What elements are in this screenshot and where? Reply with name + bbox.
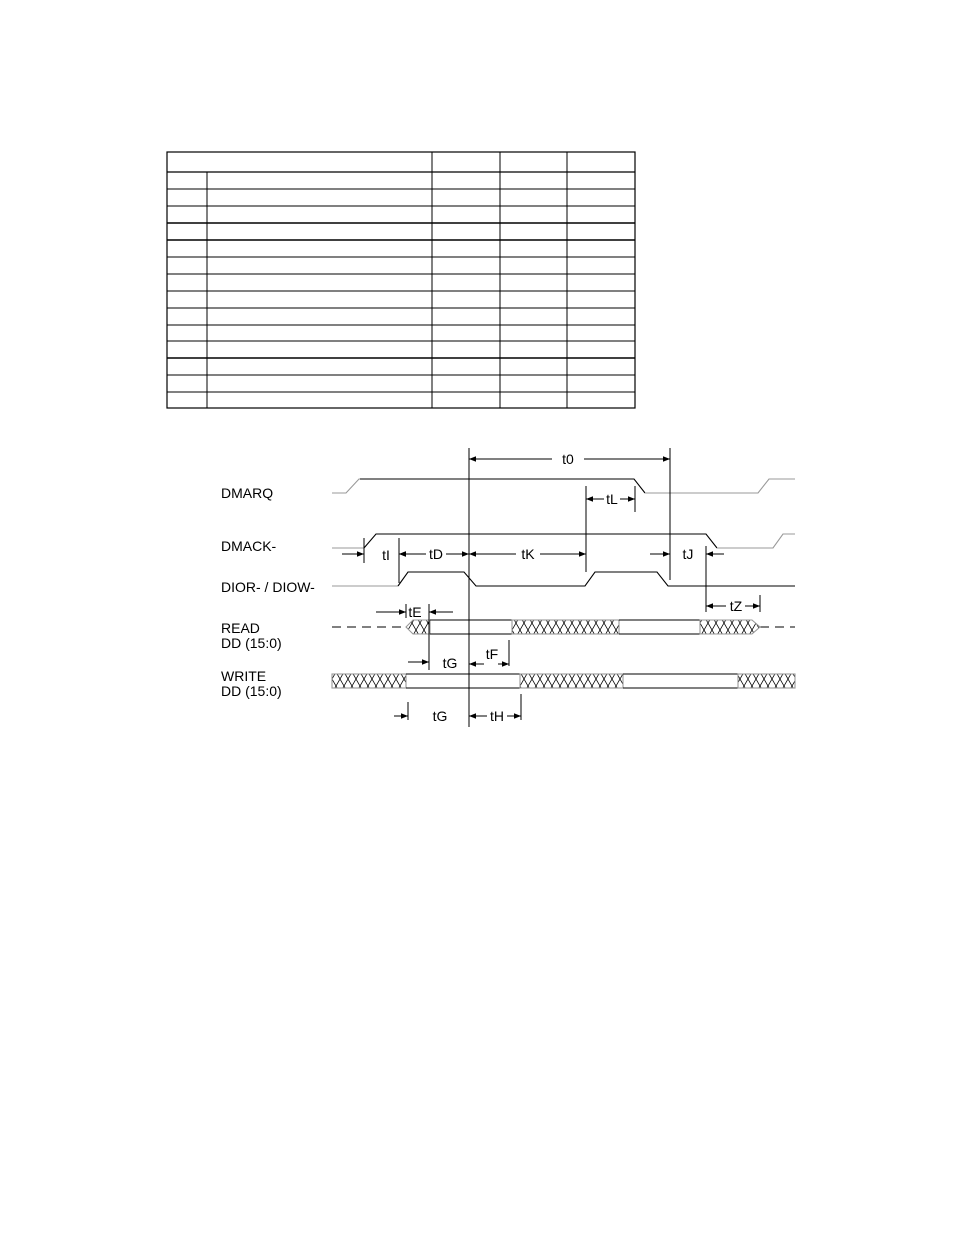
timing-label-ti: tI	[382, 547, 390, 563]
table-border	[167, 152, 635, 408]
signal-label-write: WRITE	[221, 668, 267, 684]
timing-label-th: tH	[490, 708, 504, 724]
read-bus-invalid-3	[700, 620, 760, 634]
timing-label-td: tD	[429, 546, 443, 562]
write-bus-invalid-1	[332, 674, 406, 688]
signal-labels	[221, 485, 315, 699]
signal-label-dior-diow: DIOR- / DIOW-	[221, 579, 315, 595]
timing-label-te: tE	[408, 604, 422, 620]
read-bus-invalid-2	[512, 620, 619, 634]
timing-label-tg-read: tG	[442, 655, 458, 671]
timing-label-t0: t0	[562, 451, 574, 467]
dmack-waveform-post	[717, 534, 795, 548]
signal-label-write-bus: DD (15:0)	[221, 683, 282, 699]
write-bus-invalid-2	[520, 674, 623, 688]
timing-table	[167, 152, 635, 408]
signal-label-read: READ	[221, 620, 260, 636]
dmack-waveform-active	[364, 534, 717, 548]
waveforms	[332, 479, 795, 688]
timing-label-tk: tK	[521, 546, 535, 562]
timing-label-tg-write: tG	[432, 708, 448, 724]
timing-label-tz: tZ	[729, 598, 743, 614]
signal-label-read-bus: DD (15:0)	[221, 635, 282, 651]
timing-label-tf: tF	[485, 646, 499, 662]
signal-label-dmarq: DMARQ	[221, 485, 274, 501]
dmarq-waveform-pre	[332, 479, 370, 493]
dior-waveform	[398, 572, 795, 586]
timing-label-tl: tL	[606, 491, 618, 507]
dmarq-waveform-high	[360, 479, 645, 493]
timing-label-tj: tJ	[682, 546, 694, 562]
read-bus-invalid-1	[406, 620, 430, 634]
signal-label-dmack: DMACK-	[221, 538, 277, 554]
dmarq-waveform-post	[645, 479, 795, 493]
write-bus-invalid-3	[738, 674, 795, 688]
